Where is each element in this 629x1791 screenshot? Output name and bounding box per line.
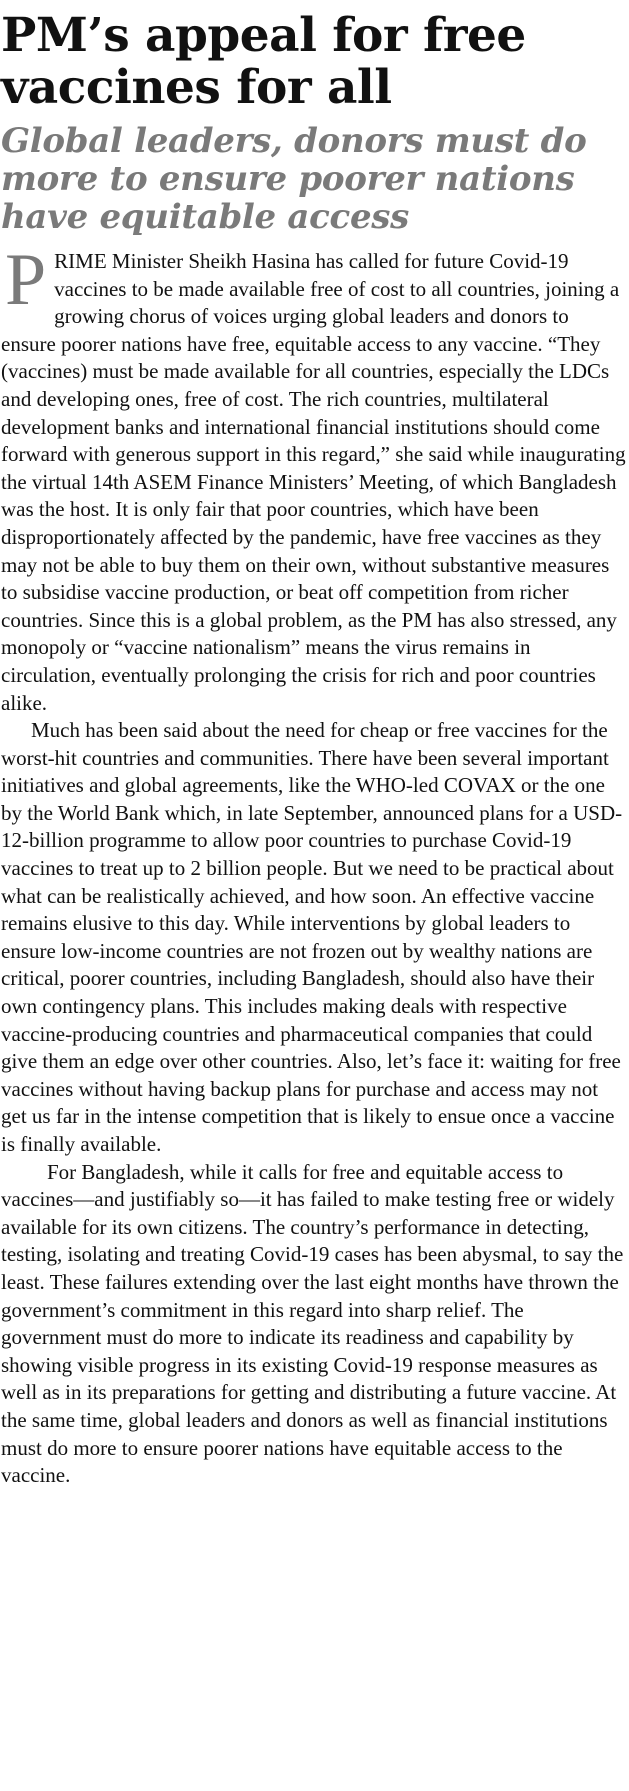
article-subheadline: Global leaders, donors must do more to ensure poorer nations have equitable access	[1, 121, 587, 237]
drop-cap: P	[5, 239, 47, 321]
paragraph-1-text: RIME Minister Sheikh Hasina has called for future Covid-19 vaccines to be made available free of cost to all countries, joining a growing chorus of voices urging global leaders and donors to ensure poorer nations have free, equitable access to any vaccine. “They (vaccines) must be made available for all countries, especially the LDCs and developing ones, free of cost. The rich countries, multilateral development banks and international financial institutions should come forward with generous support in this regard,” she said while inaugurating the virtual 14th ASEM Finance Ministers’ Meeting, of which Bangladesh was the host. It is only fair that poor countries, which have been disproportionately affected by the pandemic, have free vaccines as they may not be able to buy them on their own, without substantive measures to subsidise vaccine production, or beat off competition from richer countries. Since this is a global problem, as the PM has also stressed, any monopoly or “vaccine nationalism” means the virus remains in circulation, eventually prolonging the crisis for rich and poor countries alike.	[1, 249, 626, 715]
article-paragraph-2: Much has been said about the need for cheap or free vaccines for the worst-hit countries and communities. There have been several important initiatives and global agreements, like the WHO-led COVAX or the one by the World Bank which, in late September, announced plans for a USD-12-billion programme to allow poor countries to purchase Covid-19 vaccines to treat up to 2 billion people. But we need to be practical about what can be realistically achieved, and how soon. An effective vaccine remains elusive to this day. While interventions by global leaders to ensure low-income countries are not frozen out by wealthy nations are critical, poorer countries, including Bangladesh, should also have their own contingency plans. This includes making deals with respective vaccine-producing countries and pharmaceutical companies that could give them an edge over other countries. Also, let’s face it: waiting for free vaccines without having backup plans for purchase and access may not get us far in the intense competition that is likely to ensue once a vaccine is finally available.	[1, 718, 623, 1156]
article-headline: PM’s appeal for free vaccines for all	[1, 8, 526, 115]
article-paragraph-3: For Bangladesh, while it calls for free and equitable access to vaccines—and justifiably so—it has failed to make testing free or widely available for its own citizens. The country’s performance in detecting, testing, isolating and treating Covid-19 cases has been abysmal, to say the least. These failures extending over the last eight months have thrown the government’s commitment in this regard into sharp relief. The government must do more to indicate its readiness and capability by showing visible progress in its existing Covid-19 response measures as well as in its preparations for getting and distributing a future vaccine. At the same time, global leaders and donors as well as financial institutions must do more to ensure poorer nations have equitable access to the vaccine.	[1, 1159, 624, 1488]
article-body	[1, 239, 628, 1490]
article-paragraph-1	[1, 239, 628, 717]
